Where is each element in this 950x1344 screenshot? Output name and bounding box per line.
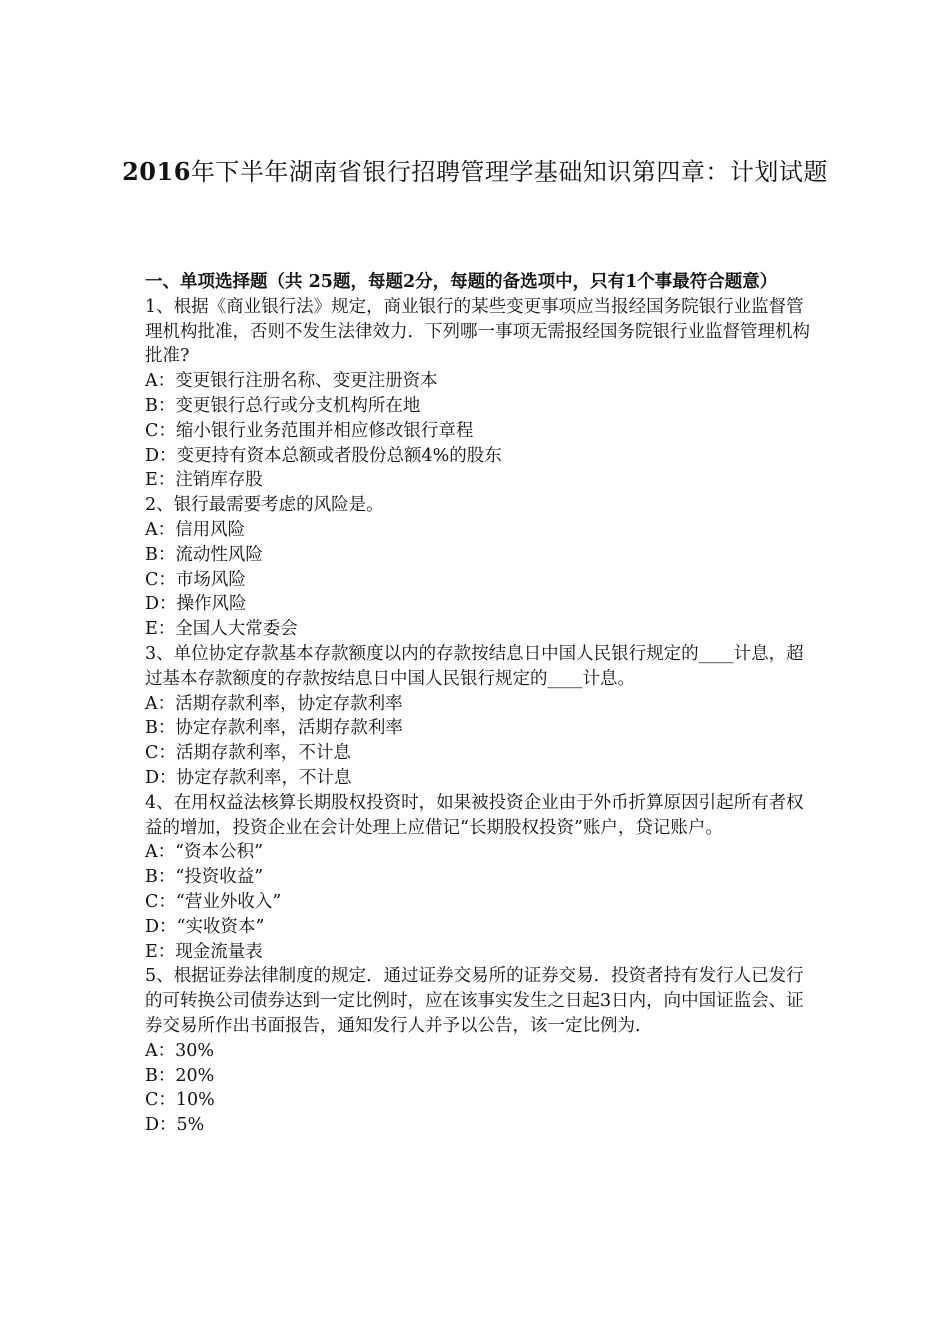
question-stem: 3、单位协定存款基本存款额度以内的存款按结息日中国人民银行规定的____计息，超过基本存款额度的存款按结息日中国人民银行规定的____计息。 (145, 643, 804, 689)
option-c: C：10% (145, 1090, 215, 1111)
document-title (120, 145, 830, 199)
question-3 (145, 642, 810, 791)
question-stem: 5、根据证券法律制度的规定．通过证券交易所的证券交易．投资者持有发行人已发行的可转换公司债券达到一定比例时，应在该事实发生之日起3日内，向中国证监会、证券交易所作出书面报告，通知发行人并予以公告，该一定比例为. (145, 966, 804, 1036)
document-body (145, 270, 810, 1138)
option-c: C：市场风险 (145, 569, 246, 590)
option-d: D：操作风险 (145, 594, 247, 615)
option-c: C：活期存款利率，不计息 (145, 743, 351, 764)
option-b: B：协定存款利率，活期存款利率 (145, 718, 403, 739)
option-b: B：20% (145, 1065, 215, 1086)
question-4 (145, 791, 810, 965)
option-c: C：缩小银行业务范围并相应修改银行章程 (145, 420, 474, 441)
section-heading: 一、单项选择题（共 25题，每题2分，每题的备选项中，只有1个事最符合题意） (145, 272, 778, 292)
option-a: A：信用风险 (145, 519, 246, 540)
question-stem: 4、在用权益法核算长期股权投资时，如果被投资企业由于外币折算原因引起所有者权益的增加，投资企业在会计处理上应借记“长期股权投资”账户，贷记账户。 (145, 792, 804, 838)
option-e: E：注销库存股 (145, 470, 263, 491)
question-stem: 2、银行最需要考虑的风险是。 (145, 495, 384, 516)
option-d: D：“实收资本” (145, 916, 265, 937)
option-d: D：变更持有资本总额或者股份总额4%的股东 (145, 445, 502, 466)
option-a: A：“资本公积” (145, 842, 264, 863)
option-e: E：全国人大常委会 (145, 619, 298, 640)
option-b: B：流动性风险 (145, 544, 263, 565)
title-year: 2016 (122, 157, 191, 186)
option-e: E：现金流量表 (145, 941, 263, 962)
question-5 (145, 964, 810, 1138)
question-1 (145, 295, 810, 493)
option-a: A：30% (145, 1040, 215, 1061)
option-b: B：“投资收益” (145, 867, 264, 888)
option-a: A：变更银行注册名称、变更注册资本 (145, 371, 438, 392)
question-2 (145, 493, 810, 642)
option-b: B：变更银行总行或分支机构所在地 (145, 395, 421, 416)
option-a: A：活期存款利率，协定存款利率 (145, 693, 403, 714)
option-d: D：5% (145, 1115, 205, 1136)
question-stem: 1、根据《商业银行法》规定，商业银行的某些变更事项应当报经国务院银行业监督管理机构批准，否则不发生法律效力．下列哪一事项无需报经国务院银行业监督管理机构批准? (145, 296, 810, 367)
option-d: D：协定存款利率，不计息 (145, 767, 352, 788)
option-c: C：“营业外收入” (145, 891, 282, 912)
title-text: 年下半年湖南省银行招聘管理学基础知识第四章：计划试题 (190, 158, 828, 186)
